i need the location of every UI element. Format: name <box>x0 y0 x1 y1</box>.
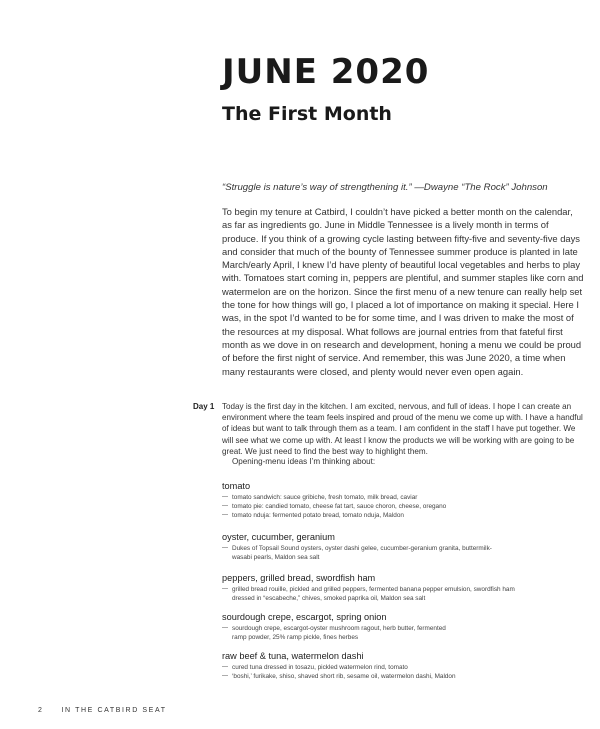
menu-item: — tomato pie: candied tomato, cheese fat tart, sauce choron, cheese, oregano <box>222 502 582 511</box>
journal-entry-text: Today is the first day in the kitchen. I am excited, nervous, and full of ideas. I hope I can create an environment where the team feels inspired and proud of the menu we come up with. I have a handful of ideas but want to talk through them as a team. I am confident in the staff I have put together. We will see what we come up with. At least I know the products we will be working with are going to be great. We just need to find the best way to highlight them. <box>222 402 583 456</box>
running-head: IN THE CATBIRD SEAT <box>61 707 167 714</box>
journal-day-label: Day 1 <box>193 402 215 411</box>
menu-item: — tomato nduja: fermented potato bread, tomato nduja, Maldon <box>222 511 582 520</box>
menu-group-heading: tomato <box>222 481 251 491</box>
menu-item: — grilled bread rouille, pickled and grilled peppers, fermented banana pepper emulsion, swordfish ham dressed in “escabeche,” chives, smoked paprika oil, Maldon sea salt <box>222 585 522 603</box>
page-footer <box>38 707 167 714</box>
menu-group-heading: oyster, cucumber, geranium <box>222 532 335 542</box>
menu-group-oyster <box>222 532 582 562</box>
intro-paragraph: To begin my tenure at Catbird, I couldn’t have picked a better month on the calendar, as far as ingredients go. June in Middle Tennessee is a lively month in terms of produce. If you think of a growing cycle lasting between fifty-five and seventy-five days and consider that much of the bounty of Tennessee summer produce is planted in late March/early April, I knew I’d have plenty of beautiful local vegetables and herbs to play with. Tomatoes start coming in, peppers are plentiful, and summer staples like corn and watermelon are on the horizon. Since the first menu of a new tenure can really help set the tone for how things will go, I placed a lot of importance on making it special. Here I was, in the spot I’d wanted to be for some time, and I was driven to make the most of the resources at my disposal. What follows are journal entries from that fateful first month as we dove in on research and development, honing a menu we could be proud of before the first night of service. And remember, this was June 2020, a time when many restaurants were closed, and plenty would never even open again. <box>222 206 584 377</box>
menu-group-heading: peppers, grilled bread, swordfish ham <box>222 573 376 583</box>
menu-group-peppers <box>222 573 582 603</box>
chapter-subtitle: The First Month <box>222 103 392 125</box>
menu-item: — tomato sandwich: sauce gribiche, fresh tomato, milk bread, caviar <box>222 493 582 502</box>
menu-item: — ‘boshi,’ furikake, shiso, shaved short rib, sesame oil, watermelon dashi, Maldon <box>222 672 582 681</box>
chapter-title: JUNE 2020 <box>222 52 430 92</box>
menu-item: — cured tuna dressed in tosazu, pickled watermelon rind, tomato <box>222 663 582 672</box>
menu-item: — Dukes of Topsail Sound oysters, oyster dashi gelee, cucumber-geranium granita, buttermilk-wasabi pearls, Maldon sea salt <box>222 544 492 562</box>
menu-group-tomato <box>222 481 582 521</box>
menu-ideas-intro: Opening-menu ideas I’m thinking about: <box>232 457 376 466</box>
menu-group-raw-beef-tuna <box>222 651 582 681</box>
menu-group-heading: sourdough crepe, escargot, spring onion <box>222 612 387 622</box>
epigraph: “Struggle is nature’s way of strengthening it.” —Dwayne “The Rock” Johnson <box>222 182 548 193</box>
menu-group-heading: raw beef & tuna, watermelon dashi <box>222 651 364 661</box>
menu-group-sourdough-crepe <box>222 612 582 642</box>
page-number: 2 <box>38 707 44 714</box>
menu-item: — sourdough crepe, escargot-oyster mushroom ragout, herb butter, fermented ramp powder, 25% ramp pickle, fines herbes <box>222 624 462 642</box>
